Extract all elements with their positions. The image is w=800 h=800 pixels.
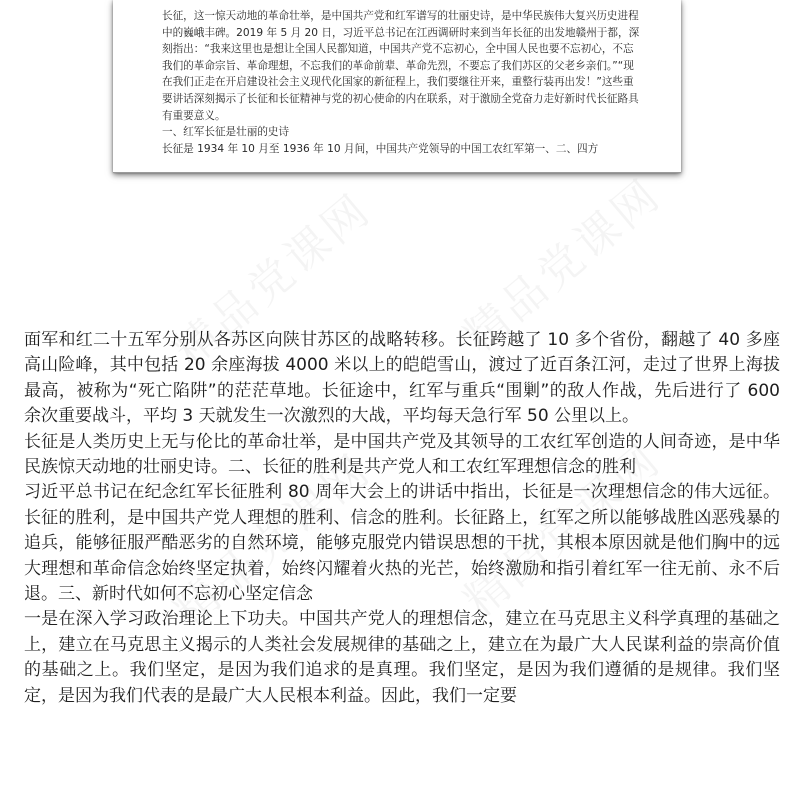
document-body bbox=[24, 328, 780, 709]
page-preview-card bbox=[113, 0, 681, 173]
preview-text-block bbox=[162, 8, 644, 157]
body-paragraph-4: 一是在深入学习政治理论上下功夫。中国共产党人的理想信念，建立在马克思主义科学真理的基础之上，建立在马克思主义揭示的人类社会发展规律的基础之上，建立在为最广大人民谋利益的崇高价值的基础之上。我们坚定，是因为我们追求的是真理。我们坚定，是因为我们遵循的是规律。我们坚定，是因为我们代表的是最广大人民根本利益。因此，我们一定要 bbox=[24, 609, 780, 706]
body-paragraph-2: 长征是人类历史上无与伦比的革命壮举，是中国共产党及其领导的工农红军创造的人间奇迹，是中华民族惊天动地的壮丽史诗。二、长征的胜利是共产党人和工农红军理想信念的胜利 bbox=[24, 431, 780, 478]
preview-paragraph-1: 长征，这一惊天动地的革命壮举，是中国共产党和红军谱写的壮丽史诗，是中华民族伟大复兴历史进程中的巍峨丰碑。2019 年 5 月 20 日，习近平总书记在江西调研时来到当年长征的出发地赣州于都，深刻指出：“我来这里也是想让全国人民都知道，中国共产党不忘初心，全中国人民也要不忘初心，不忘我们的革命宗旨、革命理想，不忘我们的革命前辈、革命先烈，不要忘了我们苏区的父老乡亲们。”“现在我们正走在开启建设社会主义现代化国家的新征程上，我们要继往开来，重整行装再出发！”这些重要讲话深刻揭示了长征和长征精神与党的初心使命的内在联系，对于激励全党奋力走好新时代长征路具有重要意义。 bbox=[162, 10, 640, 122]
body-paragraph-1: 面军和红二十五军分别从各苏区向陕甘苏区的战略转移。长征跨越了 10 多个省份，翻越了 40 多座高山险峰，其中包括 20 余座海拔 4000 米以上的皑皑雪山，渡过了近百条江河，走过了世界上海拔最高，被称为“死亡陷阱”的茫茫草地。长征途中，红军与重兵“围剿”的敌人作战，先后进行了 600 余次重要战斗，平均 3 天就发生一次激烈的大战，平均每天急行军 50 公里以上。 bbox=[24, 330, 780, 427]
preview-paragraph-2: 长征是 1934 年 10 月至 1936 年 10 月间，中国共产党领导的中国工农红军第一、二、四方 bbox=[162, 142, 599, 155]
body-paragraph-3: 习近平总书记在纪念红军长征胜利 80 周年大会上的讲话中指出，长征是一次理想信念的伟大远征。长征的胜利，是中国共产党人理想的胜利、信念的胜利。长征路上，红军之所以能够战胜凶恶残暴的追兵，能够征服严酷恶劣的自然环境，能够克服党内错误思想的干扰，其根本原因就是他们胸中的远大理想和革命信念始终坚定执着，始终闪耀着火热的光芒，始终激励和指引着红军一往无前、永不后退。三、新时代如何不忘初心坚定信念 bbox=[24, 482, 780, 605]
preview-heading-1: 一、红军长征是壮丽的史诗 bbox=[162, 126, 290, 139]
